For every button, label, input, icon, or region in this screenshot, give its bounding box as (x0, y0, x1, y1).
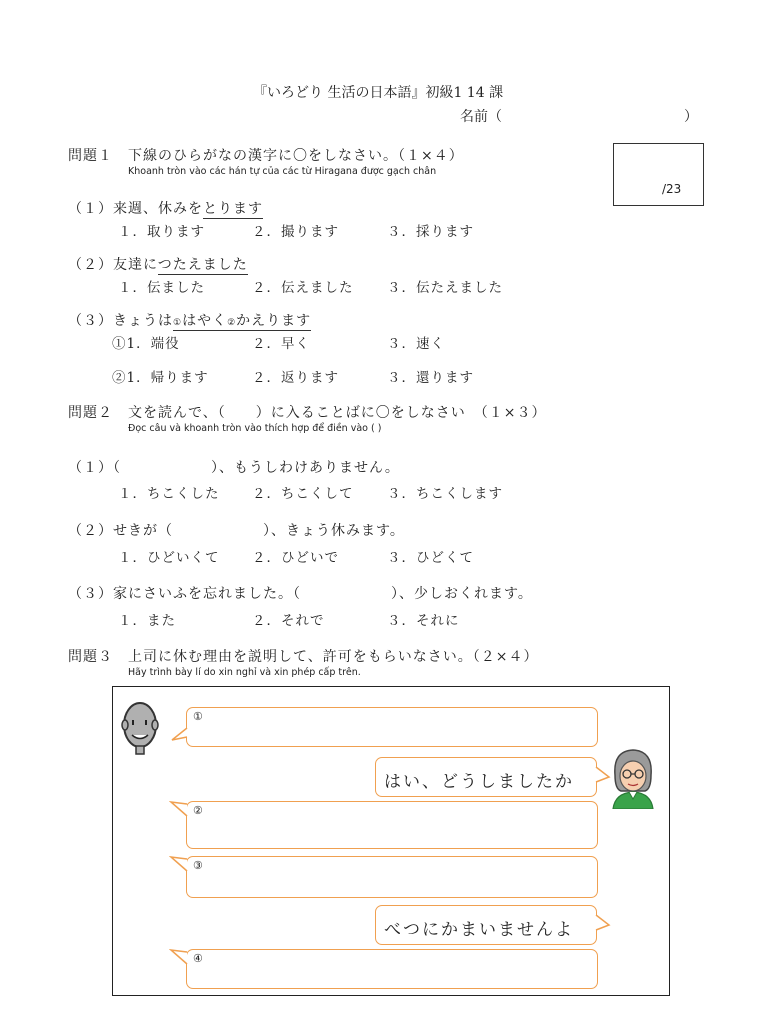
s1-q1-option-2[interactable]: ２．撮ります (252, 224, 339, 240)
s2-q2-option-3[interactable]: ３．ひどくて (387, 550, 474, 566)
score-box[interactable] (613, 143, 704, 206)
bubble-1-number: ① (193, 710, 203, 723)
s1-q2-prefix: （２）友達に (68, 257, 158, 273)
s1-q3a-option-3[interactable]: ３．速く (387, 336, 445, 352)
boss-bubble-1-tail (595, 765, 611, 785)
bubble-4-tail (169, 948, 189, 968)
boss-bubble-1 (375, 757, 597, 797)
s1-q1-prefix: （１）来週、休みを (68, 201, 203, 217)
s1-q3-underlined-1: はやく (182, 313, 228, 329)
s1-q3-prefix: （３）きょうは (68, 313, 173, 329)
s2-q3-option-3[interactable]: ３．それに (387, 613, 460, 629)
s1-q3-underlined-2: かえります (236, 313, 312, 329)
s2-q3-text: （３）家にさいふを忘れました。（ ）、少しおくれます。 (68, 586, 533, 602)
bubble-3-tail (169, 855, 189, 875)
s1-q3-mark-1: ① (173, 318, 183, 328)
s1-q3-text (68, 310, 311, 330)
s1-q3b-option-1[interactable]: ②1．帰ります (112, 370, 209, 386)
boss-reply-1: はい、どうしましたか (384, 772, 574, 792)
student-bubble-3[interactable] (186, 856, 598, 898)
student-bubble-4[interactable] (186, 949, 598, 989)
s1-q2-option-2[interactable]: ２．伝えました (252, 280, 354, 296)
section1-subtitle: Khoanh tròn vào các hán tự của các từ Hiragana được gạch chân (128, 166, 437, 177)
student-bubble-2[interactable] (186, 801, 598, 849)
s1-q2-underlined: つたえました (157, 257, 248, 273)
worksheet-title: 『いろどり 生活の日本語』初級1 14 課 (253, 85, 504, 101)
s2-q1-option-3[interactable]: ３．ちこくします (387, 486, 503, 502)
boss-reply-2: べつにかまいませんよ (384, 920, 574, 940)
s2-q3-option-2[interactable]: ２．それで (252, 613, 325, 629)
s2-q1-option-2[interactable]: ２．ちこくして (252, 486, 354, 502)
section1-heading: 問題１ 下線のひらがなの漢字に〇をしなさい。（１×４） (68, 148, 464, 164)
bubble-4-number: ④ (193, 952, 203, 965)
student-bubble-1[interactable] (186, 707, 598, 747)
s1-q1-option-1[interactable]: １．取ります (118, 224, 205, 240)
name-field[interactable] (520, 104, 680, 124)
s1-q1-option-3[interactable]: ３．採ります (387, 224, 474, 240)
bubble-2-number: ② (193, 804, 203, 817)
s1-q2-option-1[interactable]: １．伝ました (118, 280, 205, 296)
s1-q2-option-3[interactable]: ３．伝たえました (387, 280, 503, 296)
s2-q1-option-1[interactable]: １．ちこくした (118, 486, 220, 502)
s2-q1-text: （１）（ ）、もうしわけありません。 (68, 460, 400, 476)
s1-q1-underlined: とります (203, 201, 263, 217)
name-close: ） (684, 109, 698, 125)
dialogue-frame (112, 686, 670, 996)
student-avatar (117, 695, 163, 757)
boss-avatar (607, 745, 659, 809)
name-label: 名前（ (460, 109, 502, 125)
s1-q2-text (68, 254, 248, 274)
boss-bubble-2-tail (595, 913, 611, 933)
section2-subtitle: Đọc câu và khoanh tròn vào thích hợp để điền vào ( ) (128, 423, 382, 434)
s1-q3a-option-1[interactable]: ①1．端役 (112, 336, 180, 352)
section3-subtitle: Hãy trình bày lí do xin nghỉ và xin phép cấp trên. (128, 667, 361, 678)
score-total: /23 (662, 182, 682, 196)
s2-q2-option-2[interactable]: ２．ひどいで (252, 550, 339, 566)
s1-q1-text (68, 198, 263, 218)
bubble-1-tail (171, 727, 189, 743)
s2-q2-option-1[interactable]: １．ひどいくて (118, 550, 220, 566)
bubble-3-number: ③ (193, 859, 203, 872)
s1-q3b-option-3[interactable]: ３．還ります (387, 370, 474, 386)
section2-heading: 問題２ 文を読んで、（ ）に入ることばに〇をしなさい （１×３） (68, 405, 547, 421)
boss-bubble-2 (375, 905, 597, 945)
s1-q3b-option-2[interactable]: ２．返ります (252, 370, 339, 386)
section3-heading: 問題３ 上司に休む理由を説明して、許可をもらいなさい。（２×４） (68, 649, 539, 665)
s2-q2-text: （２）せきが（ ）、きょう休みます。 (68, 523, 405, 539)
s1-q3a-option-2[interactable]: ２．早く (252, 336, 310, 352)
s2-q3-option-1[interactable]: １．また (118, 613, 176, 629)
s1-q3-mark-2: ② (227, 318, 237, 328)
bubble-2-tail (169, 800, 189, 820)
